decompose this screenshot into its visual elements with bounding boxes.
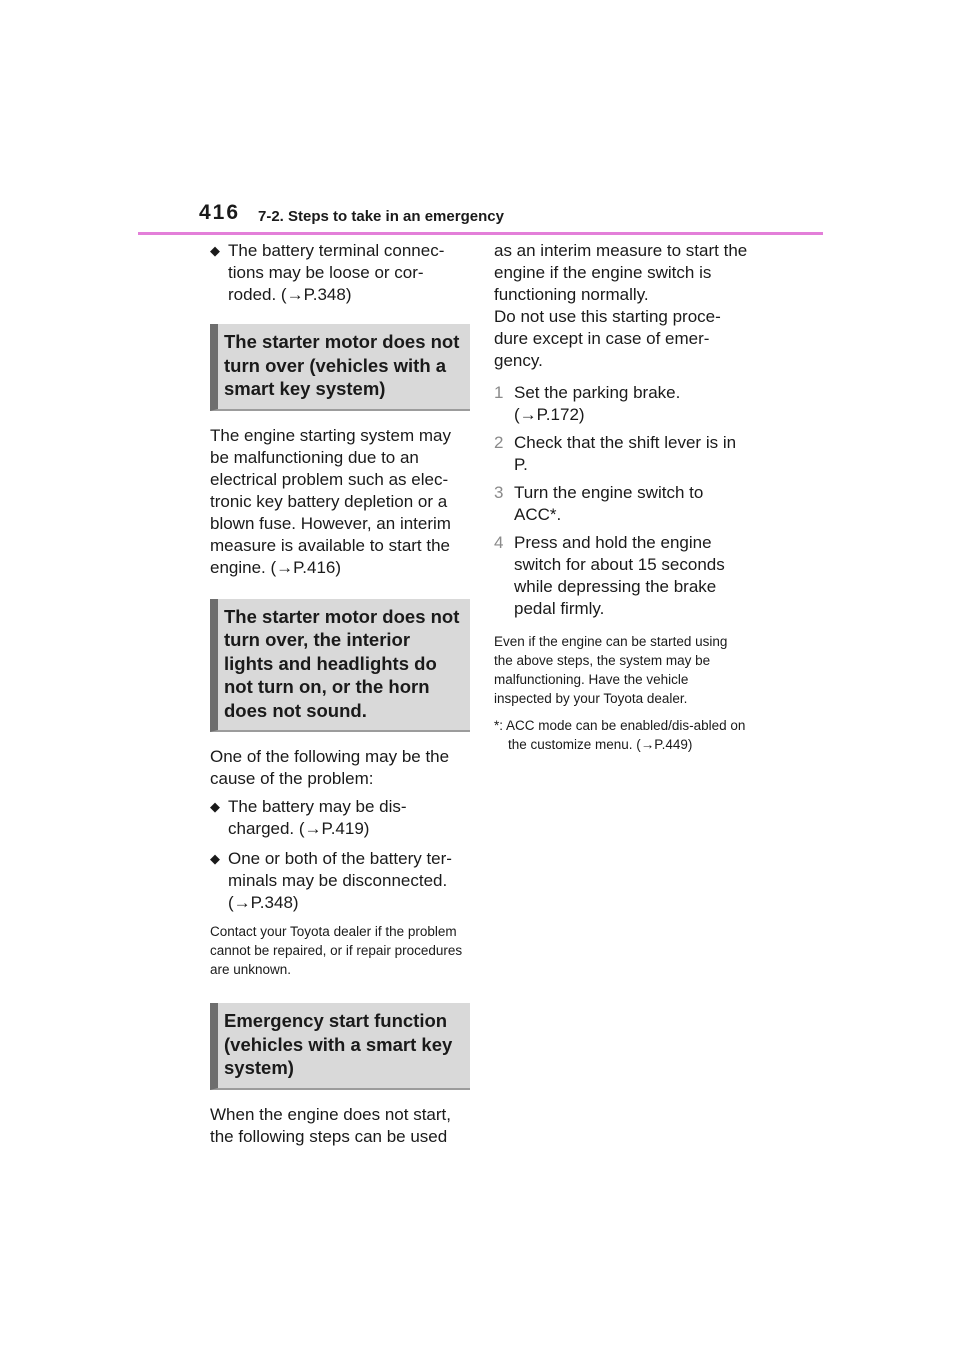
body-paragraph: as an interim measure to start the engine if the engine switch is functioning normally. <box>494 241 748 304</box>
right-column <box>494 240 749 754</box>
step-number: 4 <box>494 533 504 552</box>
step-item: 1 Set the parking brake. (→P.172) <box>494 383 681 424</box>
note-text: Contact your Toyota dealer if the problem cannot be repaired, or if repair procedures are unknown. <box>210 924 463 977</box>
list-item: ◆ One or both of the battery ter-minals may be disconnected. (→P.348) <box>210 849 452 912</box>
page-number: 416 <box>199 201 241 224</box>
step-number: 3 <box>494 483 504 502</box>
page-header <box>0 0 960 240</box>
bullet-icon: ◆ <box>210 799 220 814</box>
header-rule <box>138 232 823 235</box>
left-column <box>210 240 470 1158</box>
section-heading: The starter motor does not turn over, the interior lights and headlights do not turn on, or the horn does not sound. <box>210 599 470 733</box>
body-paragraph: When the engine does not start, the following steps can be used <box>210 1104 451 1146</box>
body-paragraph: One of the following may be the cause of the problem: <box>210 747 450 788</box>
list-item: ◆ The battery may be dis-charged. (→P.419) <box>210 797 407 838</box>
step-item: 3 Turn the engine switch to ACC*. <box>494 483 704 524</box>
section-title: 7-2. Steps to take in an emergency <box>258 208 504 225</box>
section-heading: Emergency start function (vehicles with a smart key system) <box>210 1003 470 1090</box>
step-number: 2 <box>494 433 504 452</box>
step-number: 1 <box>494 383 504 402</box>
note-text: Even if the engine can be started using the above steps, the system may be malfunctioning. Have the vehicle inspected by your Toyota dealer. <box>494 634 728 706</box>
step-item: 4 Press and hold the engine switch for about 15 seconds while depressing the brake pedal firmly. <box>494 533 725 618</box>
bullet-icon: ◆ <box>210 243 220 258</box>
section-heading: The starter motor does not turn over (vehicles with a smart key system) <box>210 324 470 411</box>
list-item: ◆ The battery terminal connec-tions may be loose or cor-roded. (→P.348) <box>210 241 445 304</box>
bullet-icon: ◆ <box>210 851 220 866</box>
body-paragraph: The engine starting system may be malfunctioning due to an electrical problem such as elec-tronic key battery depletion or a blown fuse. However, an interim measure is available to start the engine. (→P.416) <box>210 425 451 577</box>
step-item: 2 Check that the shift lever is in P. <box>494 433 737 474</box>
warning-paragraph: Do not use this starting proce-dure except in case of emer-gency. <box>494 307 721 370</box>
footnote: *: ACC mode can be enabled/dis-abled on the customize menu. (→P.449) <box>494 718 746 752</box>
